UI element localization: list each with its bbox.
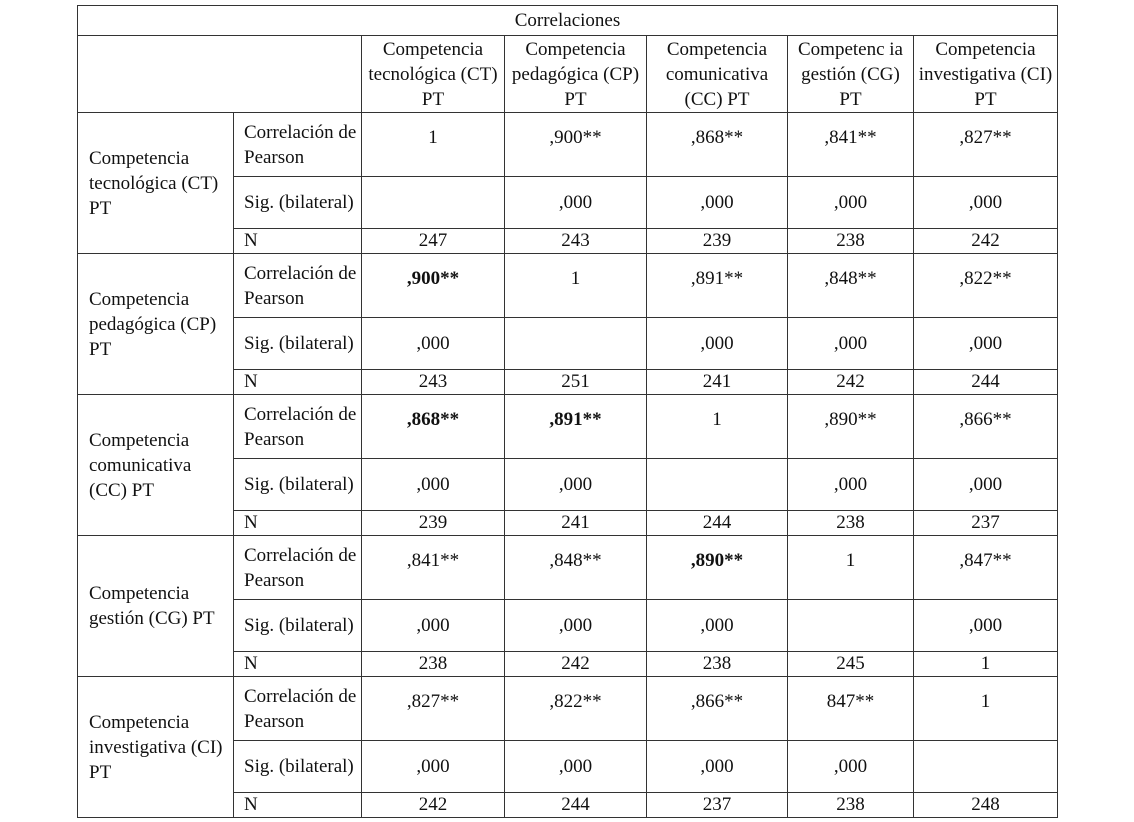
n-cell: 239 bbox=[362, 511, 505, 536]
corr-cell bbox=[505, 395, 647, 459]
corr-cell: ,848** bbox=[505, 536, 647, 600]
stat-label: Correlación de Pearson bbox=[234, 113, 362, 177]
sig-cell: ,000 bbox=[505, 600, 647, 652]
corr-cell: 1 bbox=[362, 113, 505, 177]
corr-cell: ,866** bbox=[647, 677, 788, 741]
column-header: Competencia pedagógica (CP) PT bbox=[505, 36, 647, 113]
sig-cell: ,000 bbox=[362, 600, 505, 652]
sig-cell: ,000 bbox=[914, 177, 1058, 229]
n-cell: 248 bbox=[914, 793, 1058, 818]
sig-cell bbox=[788, 600, 914, 652]
sig-cell: ,000 bbox=[647, 318, 788, 370]
n-cell: 251 bbox=[505, 370, 647, 395]
stat-label: N bbox=[234, 652, 362, 677]
sig-cell: ,000 bbox=[362, 741, 505, 793]
n-cell: 237 bbox=[914, 511, 1058, 536]
n-cell: 238 bbox=[788, 793, 914, 818]
n-cell: 1 bbox=[914, 652, 1058, 677]
corr-cell: 1 bbox=[788, 536, 914, 600]
sig-cell: ,000 bbox=[914, 318, 1058, 370]
row-label: Competencia pedagógica (CP) PT bbox=[78, 254, 234, 395]
table-row bbox=[78, 677, 1058, 741]
column-header: Competencia investigativa (CI) PT bbox=[914, 36, 1058, 113]
corr-cell: 1 bbox=[647, 395, 788, 459]
n-cell: 238 bbox=[788, 511, 914, 536]
n-cell: 243 bbox=[505, 229, 647, 254]
n-cell: 244 bbox=[914, 370, 1058, 395]
row-label: Competencia investigativa (CI) PT bbox=[78, 677, 234, 818]
n-cell: 242 bbox=[362, 793, 505, 818]
row-label: Competencia tecnológica (CT) PT bbox=[78, 113, 234, 254]
sig-cell: ,000 bbox=[788, 741, 914, 793]
sig-cell: ,000 bbox=[362, 459, 505, 511]
stat-label: Sig. (bilateral) bbox=[234, 318, 362, 370]
sig-cell: ,000 bbox=[647, 177, 788, 229]
sig-cell bbox=[914, 741, 1058, 793]
stat-label: N bbox=[234, 370, 362, 395]
corr-cell: 1 bbox=[505, 254, 647, 318]
sig-cell: ,000 bbox=[914, 600, 1058, 652]
stat-label: Sig. (bilateral) bbox=[234, 177, 362, 229]
stat-label: Correlación de Pearson bbox=[234, 677, 362, 741]
table-row bbox=[78, 395, 1058, 459]
table-row bbox=[78, 254, 1058, 318]
stat-label: N bbox=[234, 793, 362, 818]
stat-label: Sig. (bilateral) bbox=[234, 459, 362, 511]
sig-cell bbox=[505, 318, 647, 370]
correlations-table bbox=[77, 5, 1058, 818]
n-cell: 244 bbox=[647, 511, 788, 536]
bold-value: ,868** bbox=[406, 409, 460, 430]
stat-label: Correlación de Pearson bbox=[234, 254, 362, 318]
stat-label: N bbox=[234, 511, 362, 536]
table-title: Correlaciones bbox=[78, 6, 1058, 36]
corr-cell: ,841** bbox=[788, 113, 914, 177]
column-header: Competencia comunicativa (CC) PT bbox=[647, 36, 788, 113]
row-label: Competencia comunicativa (CC) PT bbox=[78, 395, 234, 536]
table-row bbox=[78, 536, 1058, 600]
corr-cell: ,841** bbox=[362, 536, 505, 600]
n-cell: 243 bbox=[362, 370, 505, 395]
n-cell: 241 bbox=[647, 370, 788, 395]
table-row bbox=[78, 113, 1058, 177]
stat-label: Correlación de Pearson bbox=[234, 536, 362, 600]
corr-cell: ,827** bbox=[914, 113, 1058, 177]
corr-cell: ,827** bbox=[362, 677, 505, 741]
corr-cell: ,822** bbox=[914, 254, 1058, 318]
sig-cell: ,000 bbox=[505, 741, 647, 793]
n-cell: 241 bbox=[505, 511, 647, 536]
bold-value: ,890** bbox=[690, 550, 744, 571]
bold-value: ,900** bbox=[406, 268, 460, 289]
sig-cell bbox=[647, 459, 788, 511]
sig-cell: ,000 bbox=[914, 459, 1058, 511]
n-cell: 242 bbox=[505, 652, 647, 677]
n-cell: 237 bbox=[647, 793, 788, 818]
corr-cell: ,822** bbox=[505, 677, 647, 741]
corr-cell: 847** bbox=[788, 677, 914, 741]
column-header: Competenc ia gestión (CG) PT bbox=[788, 36, 914, 113]
n-cell: 238 bbox=[788, 229, 914, 254]
sig-cell: ,000 bbox=[505, 459, 647, 511]
corr-cell: ,890** bbox=[788, 395, 914, 459]
corr-cell: ,868** bbox=[647, 113, 788, 177]
sig-cell: ,000 bbox=[647, 600, 788, 652]
sig-cell: ,000 bbox=[362, 318, 505, 370]
corr-cell: 1 bbox=[914, 677, 1058, 741]
corr-cell: ,866** bbox=[914, 395, 1058, 459]
stat-label: Correlación de Pearson bbox=[234, 395, 362, 459]
sig-cell: ,000 bbox=[788, 318, 914, 370]
stat-label: Sig. (bilateral) bbox=[234, 600, 362, 652]
empty-header-cell bbox=[78, 36, 362, 113]
sig-cell: ,000 bbox=[647, 741, 788, 793]
corr-cell bbox=[647, 536, 788, 600]
bold-value: ,891** bbox=[549, 409, 602, 430]
n-cell: 245 bbox=[788, 652, 914, 677]
n-cell: 239 bbox=[647, 229, 788, 254]
corr-cell: ,848** bbox=[788, 254, 914, 318]
corr-cell bbox=[362, 395, 505, 459]
corr-cell: ,891** bbox=[647, 254, 788, 318]
column-header: Competencia tecnológica (CT) PT bbox=[362, 36, 505, 113]
sig-cell bbox=[362, 177, 505, 229]
corr-cell: ,900** bbox=[505, 113, 647, 177]
n-cell: 238 bbox=[362, 652, 505, 677]
corr-cell: ,847** bbox=[914, 536, 1058, 600]
corr-cell bbox=[362, 254, 505, 318]
n-cell: 238 bbox=[647, 652, 788, 677]
sig-cell: ,000 bbox=[788, 459, 914, 511]
stat-label: N bbox=[234, 229, 362, 254]
sig-cell: ,000 bbox=[788, 177, 914, 229]
stat-label: Sig. (bilateral) bbox=[234, 741, 362, 793]
n-cell: 242 bbox=[914, 229, 1058, 254]
row-label: Competencia gestión (CG) PT bbox=[78, 536, 234, 677]
n-cell: 242 bbox=[788, 370, 914, 395]
sig-cell: ,000 bbox=[505, 177, 647, 229]
n-cell: 244 bbox=[505, 793, 647, 818]
n-cell: 247 bbox=[362, 229, 505, 254]
